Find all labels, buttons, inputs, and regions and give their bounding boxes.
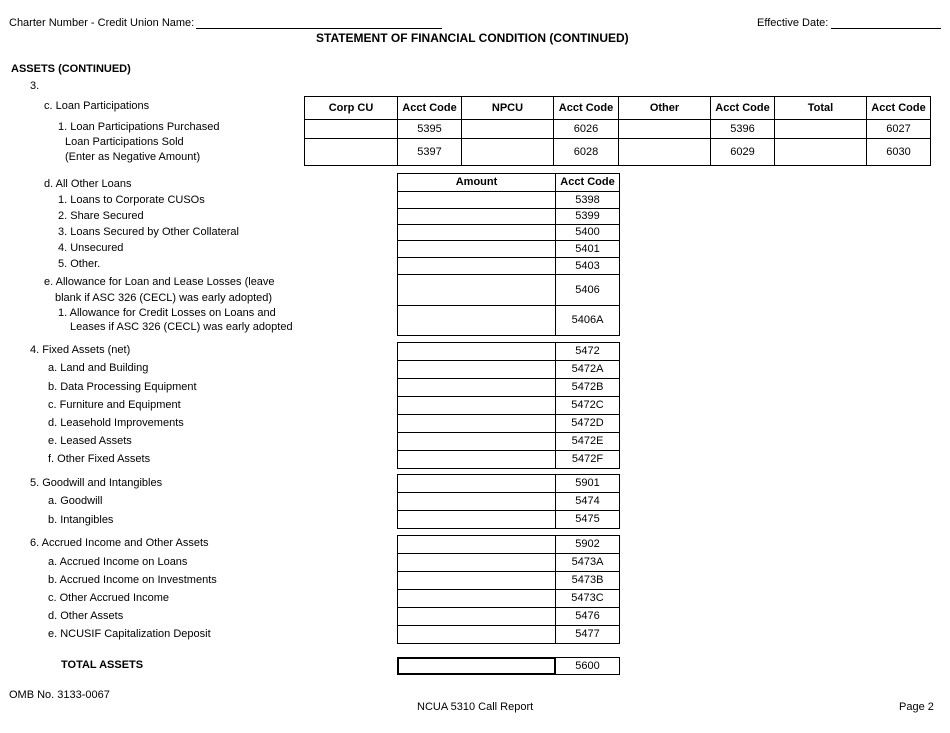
amount-input[interactable]	[619, 139, 711, 166]
amount-input[interactable]	[397, 432, 556, 451]
acct-code: 5600	[555, 657, 620, 675]
acct-code: 5477	[555, 625, 620, 644]
fixed-assets-item-label: a. Land and Building	[48, 362, 149, 374]
fixed-assets-item-label: f. Other Fixed Assets	[48, 453, 151, 465]
accrued-item-label: d. Other Assets	[48, 610, 124, 622]
col-npcu: NPCU	[462, 97, 554, 120]
fixed-assets-item-label: d. Leasehold Improvements	[48, 417, 184, 429]
acct-code: 5398	[555, 191, 620, 209]
amount-input[interactable]	[397, 305, 556, 336]
credit-losses-label: 1. Allowance for Credit Losses on Loans and	[58, 307, 276, 319]
acct-code: 5472A	[555, 360, 620, 379]
acct-code: 5400	[555, 224, 620, 241]
acct-code: 5902	[555, 535, 620, 554]
table-row	[305, 120, 931, 139]
amount-input[interactable]	[397, 191, 556, 209]
acct-code: 5472B	[555, 378, 620, 397]
amount-input[interactable]	[397, 535, 556, 554]
col-other: Other	[619, 97, 711, 120]
acct-code: 6028	[554, 139, 619, 166]
acct-code: 5473C	[555, 589, 620, 608]
table-row	[305, 139, 931, 166]
amount-input[interactable]	[619, 120, 711, 139]
goodwill-label: 5. Goodwill and Intangibles	[30, 477, 163, 489]
goodwill-item-label: a. Goodwill	[48, 495, 103, 507]
total-assets-label: TOTAL ASSETS	[61, 659, 144, 671]
acct-code: 5901	[555, 474, 620, 493]
col-acct-code: Acct Code	[398, 97, 462, 120]
amount-input[interactable]	[305, 139, 398, 166]
fixed-assets-item-label: b. Data Processing Equipment	[48, 381, 197, 393]
acct-code: 5473A	[555, 553, 620, 572]
allowance-label-cont: blank if ASC 326 (CECL) was early adopted)	[55, 292, 273, 304]
acct-code: 5472D	[555, 414, 620, 433]
page-number: Page 2	[899, 701, 934, 713]
amount-input[interactable]	[397, 396, 556, 415]
acct-code: 5399	[555, 208, 620, 225]
acct-code: 6026	[554, 120, 619, 139]
lp-sold-label: Loan Participations Sold	[65, 136, 184, 148]
amount-input[interactable]	[397, 414, 556, 433]
loan-participations-label: c. Loan Participations	[44, 100, 150, 112]
amount-input[interactable]	[397, 474, 556, 493]
acct-code: 6029	[711, 139, 775, 166]
other-loans-item-label: 4. Unsecured	[58, 242, 124, 254]
accrued-label: 6. Accrued Income and Other Assets	[30, 537, 209, 549]
acct-code: 5406A	[555, 305, 620, 336]
amount-input[interactable]	[397, 274, 556, 306]
amount-input[interactable]	[397, 607, 556, 626]
amount-input[interactable]	[397, 257, 556, 275]
col-acct-code: Acct Code	[867, 97, 931, 120]
item-3-number: 3.	[30, 80, 40, 92]
acct-code: 5401	[555, 240, 620, 258]
other-loans-item-label: 2. Share Secured	[58, 210, 144, 222]
col-acct-code: Acct Code	[711, 97, 775, 120]
acct-code: 5472	[555, 342, 620, 361]
charter-field[interactable]	[196, 28, 442, 29]
amount-input[interactable]	[397, 378, 556, 397]
effective-date-field[interactable]	[831, 28, 941, 29]
amount-input[interactable]	[397, 571, 556, 590]
acct-code: 5395	[398, 120, 462, 139]
amount-input[interactable]	[397, 208, 556, 225]
amount-input[interactable]	[397, 342, 556, 361]
accrued-item-label: e. NCUSIF Capitalization Deposit	[48, 628, 211, 640]
lp-header-row	[305, 97, 931, 120]
acct-code: 5396	[711, 120, 775, 139]
lp-purchased-label: 1. Loan Participations Purchased	[58, 121, 220, 133]
fixed-assets-label: 4. Fixed Assets (net)	[30, 344, 131, 356]
amount-input[interactable]	[397, 224, 556, 241]
amount-input[interactable]	[305, 120, 398, 139]
other-loans-label: d. All Other Loans	[44, 178, 132, 190]
charter-label: Charter Number - Credit Union Name:	[9, 17, 195, 29]
amount-input[interactable]	[775, 139, 867, 166]
acct-code: 5474	[555, 492, 620, 511]
acct-code-header: Acct Code	[555, 173, 620, 192]
credit-losses-label-cont: Leases if ASC 326 (CECL) was early adopted	[70, 321, 293, 333]
acct-code: 5403	[555, 257, 620, 275]
other-loans-item-label: 1. Loans to Corporate CUSOs	[58, 194, 205, 206]
section-heading: ASSETS (CONTINUED)	[11, 63, 131, 75]
other-loans-item-label: 3. Loans Secured by Other Collateral	[58, 226, 239, 238]
amount-input[interactable]	[397, 625, 556, 644]
amount-input[interactable]	[397, 510, 556, 529]
lp-sold-note: (Enter as Negative Amount)	[65, 151, 201, 163]
acct-code: 5476	[555, 607, 620, 626]
amount-input[interactable]	[397, 450, 556, 469]
acct-code: 5397	[398, 139, 462, 166]
acct-code: 5473B	[555, 571, 620, 590]
other-loans-item-label: 5. Other.	[58, 258, 101, 270]
fixed-assets-item-label: e. Leased Assets	[48, 435, 132, 447]
acct-code: 6030	[867, 139, 931, 166]
goodwill-item-label: b. Intangibles	[48, 514, 114, 526]
acct-code: 5406	[555, 274, 620, 306]
amount-input[interactable]	[397, 492, 556, 511]
effective-date-label: Effective Date:	[757, 17, 829, 29]
acct-code: 5472E	[555, 432, 620, 451]
acct-code: 5475	[555, 510, 620, 529]
amount-header: Amount	[397, 173, 556, 192]
report-name: NCUA 5310 Call Report	[417, 701, 534, 713]
col-acct-code: Acct Code	[554, 97, 619, 120]
omb-number: OMB No. 3133-0067	[9, 689, 110, 701]
page-title: STATEMENT OF FINANCIAL CONDITION (CONTINUED)	[316, 31, 629, 45]
accrued-item-label: a. Accrued Income on Loans	[48, 556, 188, 568]
amount-input[interactable]	[397, 240, 556, 258]
amount-input[interactable]	[462, 139, 554, 166]
total-assets-input[interactable]	[397, 657, 556, 675]
accrued-item-label: c. Other Accrued Income	[48, 592, 170, 604]
allowance-label: e. Allowance for Loan and Lease Losses (leave	[44, 276, 275, 288]
amount-input[interactable]	[397, 553, 556, 572]
acct-code: 5472F	[555, 450, 620, 469]
accrued-item-label: b. Accrued Income on Investments	[48, 574, 217, 586]
acct-code: 5472C	[555, 396, 620, 415]
amount-input[interactable]	[397, 360, 556, 379]
amount-input[interactable]	[775, 120, 867, 139]
acct-code: 6027	[867, 120, 931, 139]
amount-input[interactable]	[397, 589, 556, 608]
col-total: Total	[775, 97, 867, 120]
fixed-assets-item-label: c. Furniture and Equipment	[48, 399, 181, 411]
amount-input[interactable]	[462, 120, 554, 139]
loan-participations-table	[304, 96, 931, 166]
col-corp-cu: Corp CU	[305, 97, 398, 120]
